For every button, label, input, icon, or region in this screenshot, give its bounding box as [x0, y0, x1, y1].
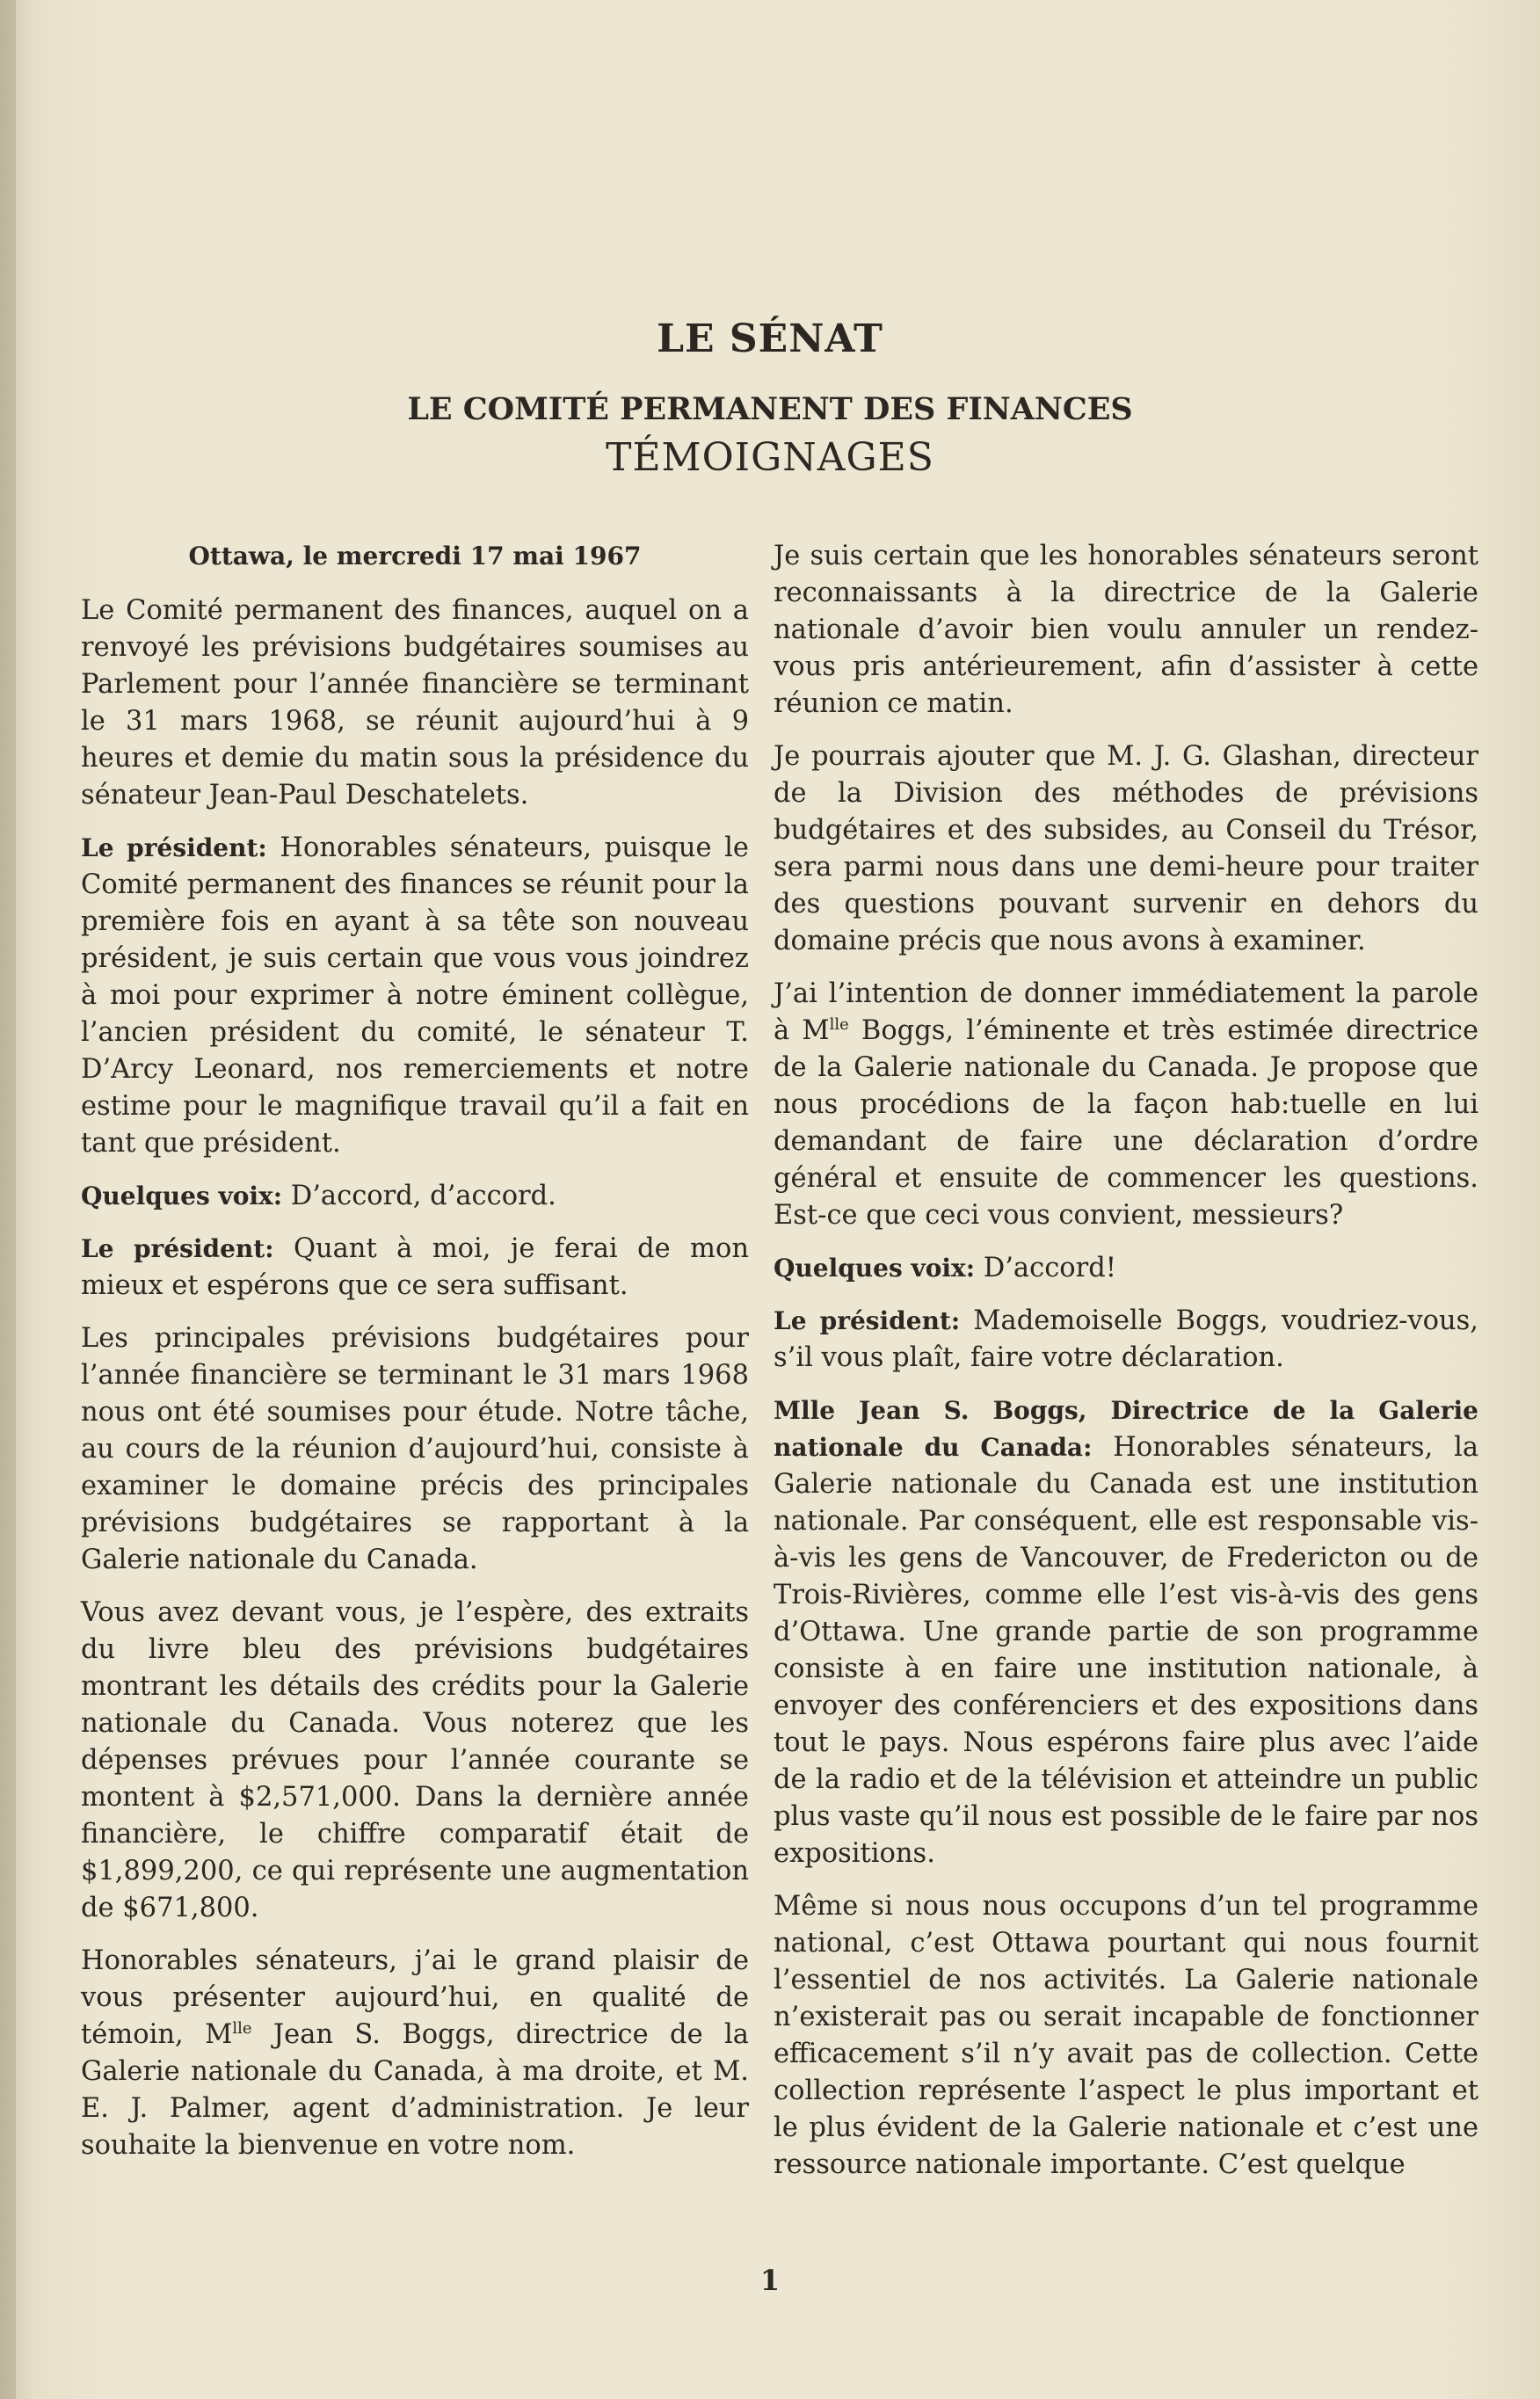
- paragraph-text: Honorables sénateurs, j’ai le grand plaisir de vous présenter aujourd’hui, en qualité de témoin, M: [81, 1945, 749, 2050]
- paragraph: Je suis certain que les honorables sénateurs seront reconnaissants à la directrice de la Galerie nationale d’avoir bien voulu annuler un rendez-vous pris antérieurement, afin d’assister à cette réunion ce matin.: [774, 541, 1478, 719]
- paragraph-text: Jean S. Boggs, directrice de la Galerie nationale du Canada, à ma droite, et M. E. J. Palmer, agent d’administration. Je leur souhaite la bienvenue en votre nom.: [81, 2019, 749, 2161]
- paragraph: Vous avez devant vous, je l’espère, des extraits du livre bleu des prévisions budgétaires montrant les détails des crédits pour la Galerie nationale du Canada. Vous noterez que les dépenses prévues pour l’année courante se montent à $2,571,000. Dans la dernière année financière, le chiffre comparatif était de $1,899,200, ce qui représente une augmentation de $671,800.: [81, 1597, 749, 1923]
- paragraph: [774, 1392, 1478, 1872]
- speaker-label: Quelques voix:: [774, 1254, 976, 1283]
- speaker-label: Le président:: [774, 1306, 961, 1335]
- paragraph-text: Honorables sénateurs, la Galerie nationale du Canada est une institution nationale. Par conséquent, elle est responsable vis-à-vis les gens de Vancouver, de Fredericton ou de Trois-Rivières, comme elle l’est vis-à-vis des gens d’Ottawa. Une grande partie de son programme consiste à en faire une institution nationale, à envoyer des conférenciers et des expositions dans tout le pays. Nous espérons faire plus avec l’aide de la radio et de la télévision et atteindre un public plus vaste qu’il nous est possible de le faire par nos expositions.: [774, 1432, 1479, 1869]
- paragraph: Les principales prévisions budgétaires pour l’année financière se terminant le 31 mars 1968 nous ont été soumises pour étude. Notre tâche, au cours de la réunion d’aujourd’hui, consiste à examiner le domaine précis des principales prévisions budgétaires se rapportant à la Galerie nationale du Canada.: [81, 1323, 749, 1575]
- section-title: TÉMOIGNAGES: [606, 435, 934, 480]
- speaker-label: Mlle Jean S. Boggs, Directrice de la Galerie nationale du Canada:: [774, 1396, 1478, 1462]
- paragraph: Je pourrais ajouter que M. J. G. Glashan, directeur de la Division des méthodes de prévisions budgétaires et des subsides, au Conseil du Trésor, sera parmi nous dans une demi-heure pour traiter des questions pouvant survenir en dehors du domaine précis que nous avons à examiner.: [774, 741, 1478, 956]
- speaker-label: Quelques voix:: [81, 1181, 283, 1210]
- superscript: lle: [232, 2018, 252, 2038]
- paragraph: [81, 1178, 749, 1215]
- paragraph: [81, 830, 749, 1162]
- speaker-label: Le président:: [81, 833, 267, 862]
- paragraph-text: D’accord!: [975, 1253, 1116, 1283]
- paragraph: Même si nous nous occupons d’un tel programme national, c’est Ottawa pourtant qui nous fournit l’essentiel de nos activités. La Galerie nationale n’existerait pas ou serait incapable de fonctionner efficacement s’il n’y avait pas de collection. Cette collection représente l’aspect le plus important et le plus évident de la Galerie nationale et c’est une ressource nationale importante. C’est quelque: [774, 1891, 1478, 2180]
- paragraph-text: Boggs, l’éminente et très estimée directrice de la Galerie nationale du Canada. Je propose que nous procédions de la façon hab:tuelle en lui demandant de faire une déclaration d’ordre général et ensuite de commencer les questions. Est-ce que ceci vous convient, messieurs?: [774, 1015, 1479, 1231]
- paragraph: Le Comité permanent des finances, auquel on a renvoyé les prévisions budgétaires soumises au Parlement pour l’année financière se terminant le 31 mars 1968, se réunit aujourd’hui à 9 heures et demie du matin sous la présidence du sénateur Jean-Paul Deschatelets.: [81, 595, 749, 811]
- dateline: Ottawa, le mercredi 17 mai 1967: [188, 542, 642, 571]
- paragraph-text: D’accord, d’accord.: [282, 1181, 556, 1211]
- paragraph-text: Honorables sénateurs, puisque le Comité permanent des finances se réunit pour la première fois en ayant à sa tête son nouveau président, je suis certain que vous vous joindrez à moi pour exprimer à notre éminent collègue, l’ancien président du comité, le sénateur T. D’Arcy Leonard, nos remerciements et notre estime pour le magnifique travail qu’il a fait en tant que président.: [81, 832, 749, 1159]
- paragraph: [774, 1250, 1478, 1287]
- superscript: lle: [829, 1014, 849, 1034]
- right-column: [774, 538, 1478, 2199]
- paragraph: [81, 1943, 749, 2164]
- speaker-label: Le président:: [81, 1234, 274, 1263]
- page-number: 1: [759, 2264, 781, 2297]
- paragraph: [774, 976, 1478, 1234]
- paragraph-text: Quant à moi, je ferai de mon mieux et espérons que ce sera suffisant.: [81, 1233, 749, 1301]
- paragraph-text: J’ai l’intention de donner immédiatement la parole à M: [774, 978, 1478, 1046]
- paragraph: [81, 1231, 749, 1305]
- committee-title: LE COMITÉ PERMANENT DES FINANCES: [407, 391, 1133, 427]
- paragraph-text: Mademoiselle Boggs, voudriez-vous, s’il vous plaît, faire votre déclaration.: [774, 1305, 1478, 1373]
- left-column: [81, 538, 749, 2180]
- paragraph: [774, 1303, 1478, 1377]
- page-title: LE SÉNAT: [657, 316, 883, 361]
